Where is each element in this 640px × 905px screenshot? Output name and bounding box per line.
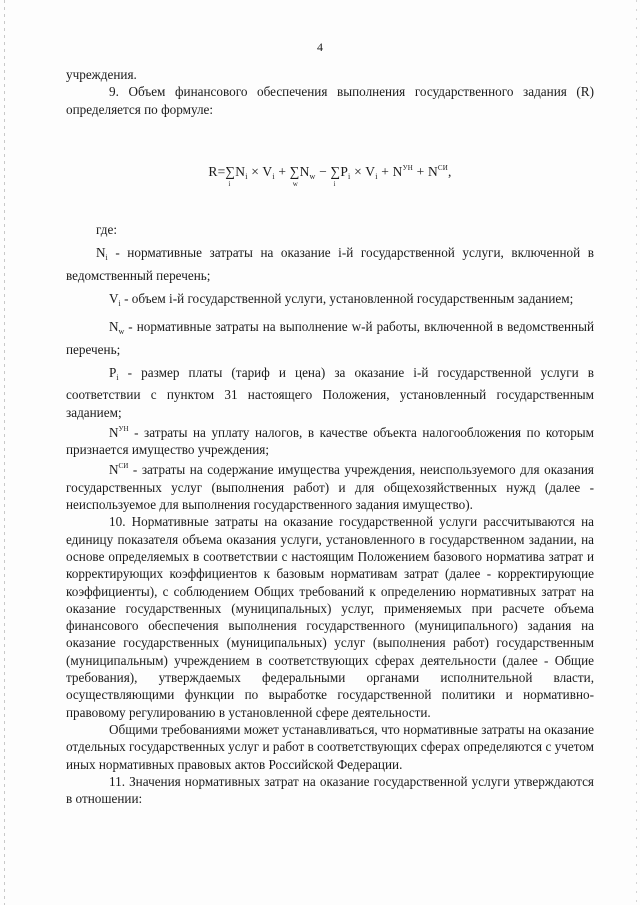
definition-Nw: $N_w$ - нормативные затраты на выполнение w-й работы, включенной в ведомственный перечень; — [66, 319, 594, 357]
paragraph-10: 10. Нормативные затраты на оказание государственной услуги рассчитываются на единицу показателя объема оказания услуги, установленного в государственном задании, на основе определяемых в соответствии с настоящим Положением базового норматива затрат и корректирующих коэффициентов к базовым нормативам затрат (далее - корректирующие коэффициенты), с соблюдением Общих требований к определению нормативных затрат на оказание государственных (муниципальных) услуг, применяемых при расчете объема финансового обеспечения выполнения государственного (муниципального) задания на оказание государственных (муниципальных) услуг (выполнения работ) государственным (муниципальным) учреждением в соответствующих сферах деятельности (далее - Общие требования), утверждаемых федеральными органами исполнительной власти, осуществляющими функции по выработке государственной политики и нормативно-правовому регулированию в установленной сфере деятельности. — [66, 514, 594, 720]
sum-symbol: ∑ w — [289, 163, 300, 188]
formula: R=∑ i $N_i \times V_i$ + ∑ w $N_w$ − ∑ i $P_i \times V_i + N^{УН} + N^{СИ}$, — [208, 163, 452, 188]
sum-symbol: ∑ i — [225, 163, 236, 188]
definition-P: $P_i$ - размер платы (тариф и цена) за оказание i-й государственной услуги в соответствии с пунктом 31 настоящего Положения, установленный государственным заданием; — [66, 364, 594, 420]
definition-V: $V_i$ - объем i-й государственной услуги, установленной государственным заданием; — [109, 291, 574, 309]
page-number: 4 — [317, 40, 323, 54]
definition-N-si: $N^{СИ}$ - затраты на содержание имущества учреждения, неиспользуемого для оказания государственных услуг (выполнения работ) и для общехозяйственных нужд (далее - неиспользуемое для выполнения государственного задания имущество). — [66, 462, 594, 513]
document-body — [66, 66, 594, 807]
paragraph-10-continued: Общими требованиями может устанавливаться, что нормативные затраты на оказание отдельных государственных услуг и работ в соответствующих сферах определяются с учетом иных нормативных правовых актов Российской Федерации. — [66, 721, 594, 772]
scan-edge-right — [636, 0, 637, 905]
definition-N: $N_i$ - нормативные затраты на оказание i-й государственной услуги, включенной в ведомственный перечень; — [66, 245, 594, 283]
definition-N-un: $N^{УН}$ - затраты на уплату налогов, в качестве объекта налогообложения по которым признается имущество учреждения; — [66, 424, 594, 458]
paragraph-9: 9. Объем финансового обеспечения выполнения государственного задания (R) определяется по формуле: — [66, 84, 594, 117]
paragraph-continuation: учреждения. — [66, 67, 137, 82]
paragraph-11: 11. Значения нормативных затрат на оказание государственной услуги утверждаются в отношении: — [66, 773, 594, 807]
scan-edge-left — [4, 0, 5, 905]
where-label: где: — [96, 222, 117, 238]
sum-symbol: ∑ i — [330, 163, 341, 188]
